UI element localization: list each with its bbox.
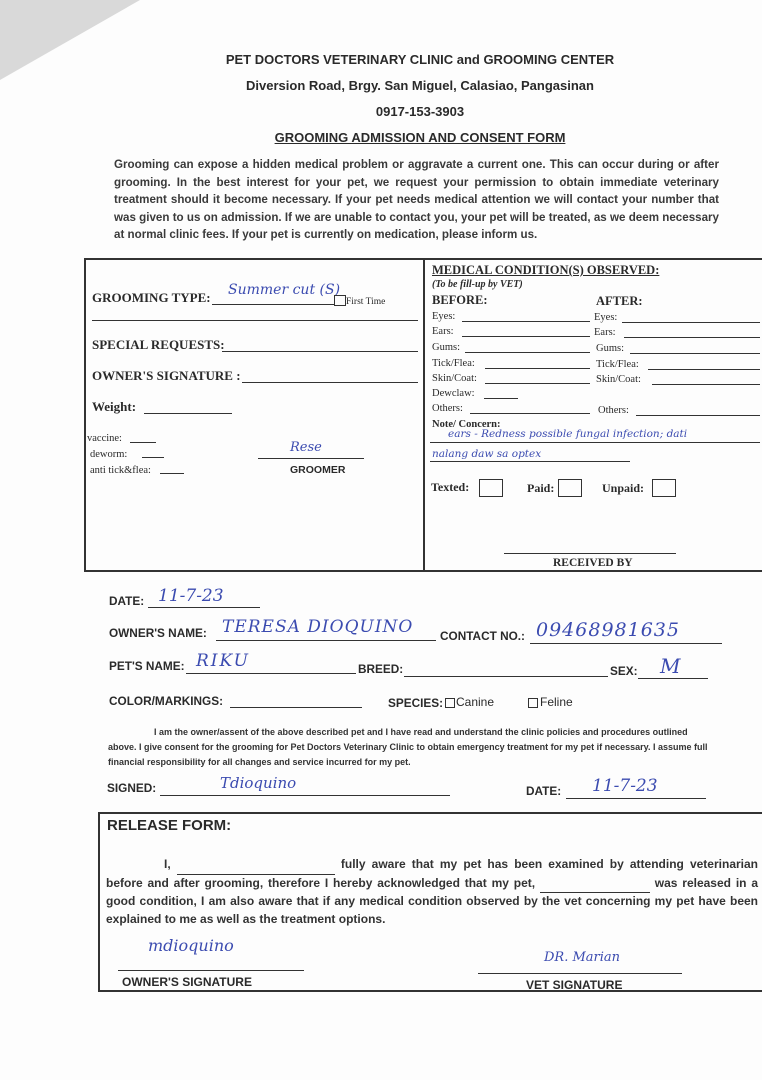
vaccine-line (130, 442, 156, 443)
medical-title: MEDICAL CONDITION(S) OBSERVED: (432, 263, 660, 277)
after-eyes-line (622, 322, 760, 323)
first-time-checkbox[interactable] (334, 295, 346, 306)
owner-signature-label: OWNER'S SIGNATURE : (92, 368, 241, 383)
received-by-line (504, 553, 676, 554)
note-line-2[interactable]: nalang daw sa optex (432, 448, 542, 460)
date-label: DATE: (109, 594, 145, 608)
clinic-address: Diversion Road, Brgy. San Miguel, Calasiao, Pangasinan (246, 78, 594, 93)
breed-label: BREED: (358, 662, 404, 676)
release-owner-signature[interactable]: mdioquino (148, 936, 234, 955)
deworm-line (142, 457, 164, 458)
grooming-type-value[interactable]: Summer cut (S) (228, 282, 341, 298)
groomer-label: GROOMER (290, 464, 346, 476)
grooming-type-line (212, 304, 334, 305)
before-ears-label: Ears: (432, 326, 454, 337)
before-gums-line (465, 352, 590, 353)
texted-checkbox[interactable] (479, 479, 503, 497)
color-line (230, 707, 362, 708)
before-skin-line (485, 383, 590, 384)
signed-label: SIGNED: (107, 781, 157, 795)
date2-line (566, 798, 706, 799)
sex-line (638, 678, 708, 679)
date-line (148, 607, 260, 608)
note-label: Note/ Concern: (432, 419, 501, 430)
before-dewclaw-label: Dewclaw: (432, 388, 475, 399)
pet-name-line (186, 673, 356, 674)
unpaid-checkbox[interactable] (652, 479, 676, 497)
breed-line (404, 676, 608, 677)
release-owner-signature-label: OWNER'S SIGNATURE (122, 975, 252, 989)
box-divider (423, 258, 425, 572)
contact-line (530, 643, 722, 644)
groomer-line (258, 458, 364, 459)
note-underline-1 (430, 442, 760, 443)
release-text-2: fully aware that my pet has been examined by attending veterinarian before and after grooming, therefore I hereby acknowledged that my pet, (106, 857, 758, 890)
release-owner-blank[interactable] (177, 856, 335, 875)
species-label: SPECIES: (388, 696, 444, 710)
scan-corner-fold (0, 0, 140, 80)
contact-label: CONTACT NO.: (440, 629, 525, 643)
canine-checkbox[interactable] (445, 698, 455, 708)
owner-name-label: OWNER'S NAME: (109, 626, 207, 640)
release-pet-blank[interactable] (540, 875, 650, 894)
signed-line (160, 795, 450, 796)
after-others-label: Others: (598, 405, 629, 416)
before-dewclaw-line (484, 398, 518, 399)
date2-label: DATE: (526, 784, 562, 798)
note-underline-2 (430, 461, 630, 462)
feline-checkbox[interactable] (528, 698, 538, 708)
before-label: BEFORE: (432, 293, 488, 307)
contact-value[interactable]: 09468981635 (536, 619, 680, 641)
before-tick-label: Tick/Flea: (432, 358, 475, 369)
owner-name-value[interactable]: TERESA DIOQUINO (222, 617, 414, 637)
after-eyes-label: Eyes: (594, 312, 618, 323)
paid-checkbox[interactable] (558, 479, 582, 497)
after-others-line (636, 415, 760, 416)
deworm-label: deworm: (90, 449, 128, 460)
consent-paragraph: I am the owner/assent of the above described pet and I have read and understand the clinic policies and procedures outlined above. I give consent for the grooming for Pet Doctors Veterinary Clinic to obtain emergency treatment for my pet if necessary. I assume full financial responsibility for all changes and service incurred for my pet. (108, 727, 708, 767)
sex-value[interactable]: M (660, 654, 681, 678)
release-title: RELEASE FORM: (107, 817, 232, 834)
unpaid-label: Unpaid: (602, 481, 645, 495)
after-gums-label: Gums: (596, 343, 625, 354)
antitick-label: anti tick&flea: (90, 465, 151, 476)
intro-paragraph: Grooming can expose a hidden medical problem or aggravate a current one. This can occur during or after grooming. In the best interest for your pet, we request your permission to obtain immediate veterinary treatment should it become necessary. If your pet needs medical attention we will contact your number that was given to us on admission. If we are unable to contact you, your pet will be treated, as we deem necessary at normal clinic fees. If your pet is currently on medication, please inform us. (114, 158, 719, 241)
special-requests-label: SPECIAL REQUESTS: (92, 337, 225, 352)
first-time-label: First Time (346, 297, 386, 307)
after-gums-line (630, 353, 760, 354)
before-others-label: Others: (432, 403, 463, 414)
pet-name-label: PET'S NAME: (109, 659, 185, 673)
vet-signature[interactable]: DR. Marian (544, 950, 621, 965)
release-text-3: was released in a good condition, I am also aware that if any medical condition observed by the vet concerning my pet have been explained to me as well as the treatment options. (106, 875, 758, 926)
after-skin-label: Skin/Coat: (596, 374, 641, 385)
weight-line (144, 413, 232, 414)
medical-subtitle: (To be fill-up by VET) (432, 279, 523, 290)
vet-signature-line (478, 973, 682, 974)
vaccine-label: vaccine: (87, 433, 122, 444)
before-skin-label: Skin/Coat: (432, 373, 477, 384)
special-requests-line (222, 351, 418, 352)
before-eyes-label: Eyes: (432, 311, 456, 322)
date2-value[interactable]: 11-7-23 (592, 776, 658, 796)
before-gums-label: Gums: (432, 342, 461, 353)
release-text-1: I, (164, 857, 171, 871)
feline-label: Feline (540, 695, 573, 709)
grooming-extra-line (92, 320, 418, 321)
groomer-signature[interactable]: Rese (290, 440, 322, 455)
antitick-line (160, 473, 184, 474)
signed-value[interactable]: Tdioquino (220, 774, 297, 792)
vet-signature-label: VET SIGNATURE (526, 978, 623, 992)
canine-label: Canine (456, 695, 495, 709)
paid-label: Paid: (527, 481, 555, 495)
after-label: AFTER: (596, 294, 643, 308)
clinic-name: PET DOCTORS VETERINARY CLINIC and GROOMING CENTER (225, 52, 615, 67)
before-others-line (470, 413, 590, 414)
owner-name-line (216, 640, 436, 641)
texted-label: Texted: (431, 480, 470, 494)
after-tick-line (648, 369, 760, 370)
sex-label: SEX: (610, 664, 638, 678)
pet-name-value[interactable]: RIKU (196, 651, 250, 671)
before-ears-line (462, 336, 590, 337)
after-ears-line (624, 337, 760, 338)
received-by-label: RECEIVED BY (553, 557, 633, 569)
after-ears-label: Ears: (594, 327, 616, 338)
after-skin-line (652, 384, 760, 385)
weight-label: Weight: (92, 399, 137, 414)
release-owner-signature-line (118, 970, 304, 971)
date-value[interactable]: 11-7-23 (158, 586, 224, 606)
grooming-type-label: GROOMING TYPE: (92, 290, 211, 305)
color-label: COLOR/MARKINGS: (109, 694, 224, 708)
after-tick-label: Tick/Flea: (596, 359, 639, 370)
before-tick-line (485, 368, 590, 369)
release-paragraph (106, 856, 758, 928)
form-title: GROOMING ADMISSION AND CONSENT FORM (274, 130, 566, 145)
clinic-phone: 0917-153-3903 (375, 104, 465, 119)
note-line-1[interactable]: ears - Redness possible fungal infection; dati (448, 428, 688, 440)
before-eyes-line (462, 321, 590, 322)
owner-signature-line (242, 382, 418, 383)
